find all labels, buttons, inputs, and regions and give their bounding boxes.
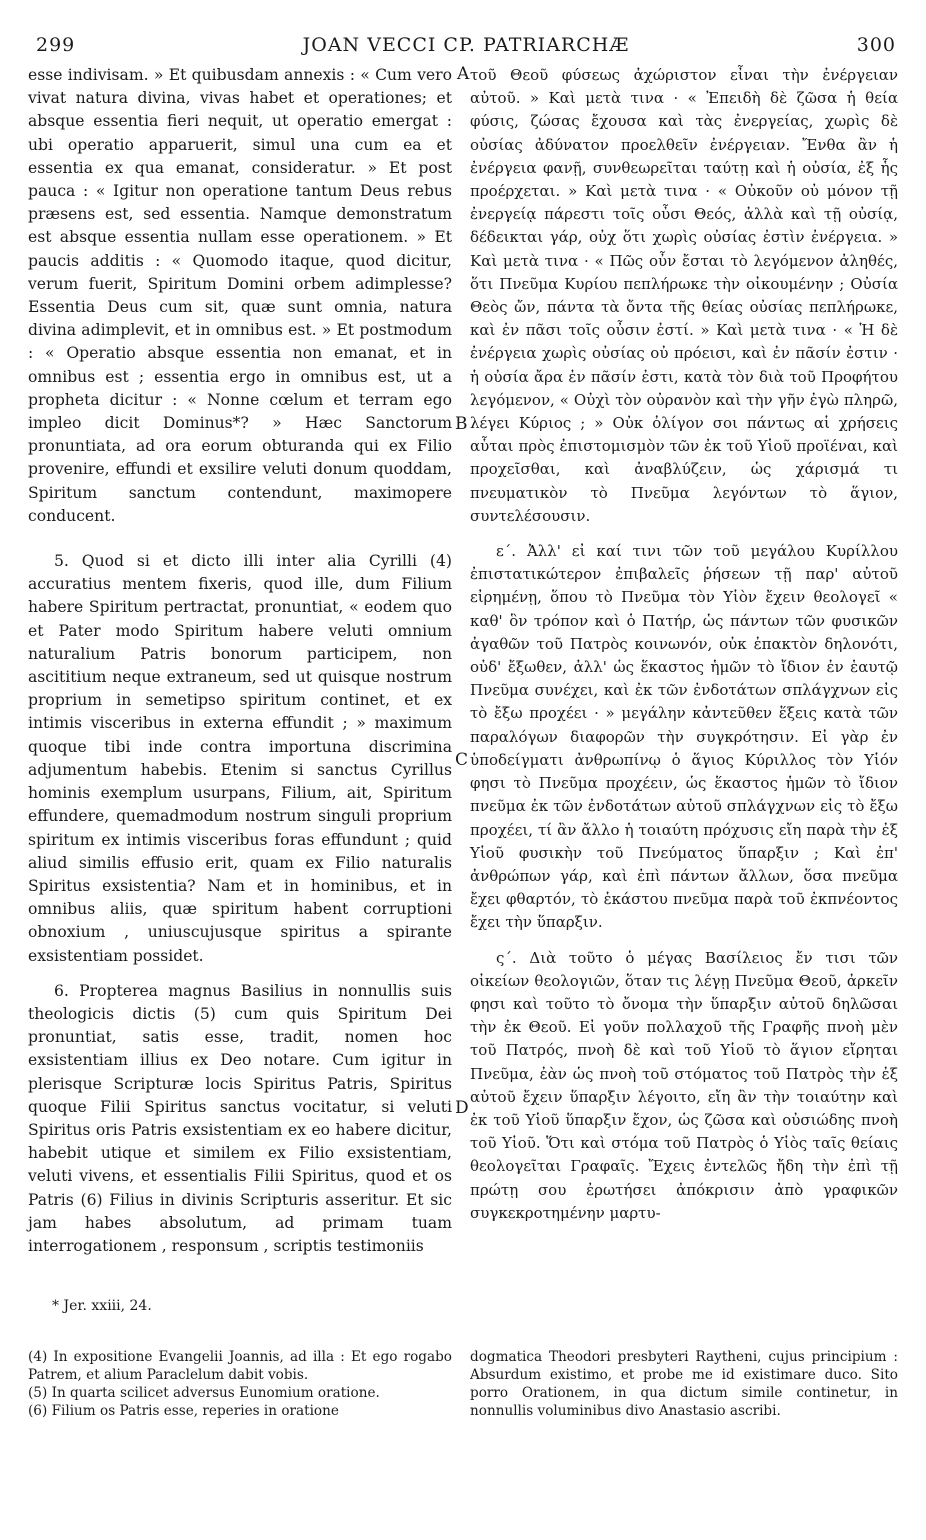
running-title: JOAN VECCI CP. PATRIARCHÆ xyxy=(302,34,630,56)
footnote-4: (4) In expositione Evangelii Joannis, ad illa : Et ego rogabo Patrem, et alium Paraclelum dabit vobis. xyxy=(28,1349,452,1383)
footnote-6-continued: dogmatica Theodori presbyteri Raytheni, cujus principium : Absurdum existimo, et probe me id existimare duco. Sito porro Orationem, in qua dictum simile continetur, in nonnullis voluminibus divo Anastasio ascribi. xyxy=(470,1349,898,1419)
margin-marker-d: D xyxy=(455,1098,469,1118)
margin-marker-b: B xyxy=(455,414,468,434)
footnote-6: (6) Filium os Patris esse, reperies in oratione xyxy=(28,1403,339,1419)
page-number-left: 299 xyxy=(36,34,76,56)
footnote-5: (5) In quarta scilicet adversus Eunomium oratione. xyxy=(28,1385,380,1401)
latin-paragraph-5: 5. Quod si et dicto illi inter alia Cyrilli (4) accuratius mentem fixeris, quod ille, dum Filium habere Spiritum pertractat, pronuntiat, « eodem quo et Pater modo Spiritum habere veluti omnium naturalium Patris bonorum participem, non ascititium neque extraneum, sed ut quisque nostrum proprium in semetipso spiritum continet, et ex intimis visceribus in externa effundit ; » maximum quoque tibi inde contra importuna discrimina adjumentum habebis. Etenim si sanctus Cyrillus hominis exemplum usurpans, Filium, ait, Spiritum effundere, quemadmodum nostrum singuli proprium spiritum ex intimis visceribus foras effundunt ; quid aliud similis effusio erit, quam ex Filio naturalis Spiritus exsistentia? Nam et in hominibus, et in omnibus aliis, quæ spiritum habent corruptioni obnoxium , uniuscujusque spiritus a spirante exsistentiam possidet. xyxy=(28,552,452,965)
greek-paragraph-6: ς΄. Διὰ τοῦτο ὁ μέγας Βασίλειος ἔν τισι τῶν οἰκείων θεολογιῶν, ὅταν τις λέγῃ Πνεῦμα Θεοῦ, ἀρκεῖν φησι καὶ τοῦτο τὸ ὄνομα τὴν ὕπαρξιν αὐτοῦ δηλῶσαι τὴν ἐκ Θεοῦ. Εἰ γοῦν πολλαχοῦ τῆς Γραφῆς πνοὴ μὲν τοῦ Πατρός, πνοὴ δὲ καὶ τοῦ Υἱοῦ τὸ ἅγιον εἴρηται Πνεῦμα, ἐὰν ὡς πνοὴ τοῦ στόματος τοῦ Πατρὸς τὴν ἐξ αὐτοῦ ἔχειν ὕπαρξιν λέγοιτο, εἴη ἂν τὴν τοιαύτην καὶ ἐκ τοῦ Υἱοῦ ὕπαρξιν ἔχον, ὡς ζῶσα καὶ οὐσιώδης πνοὴ τοῦ Υἱοῦ. Ὅτι καὶ στόμα τοῦ Πατρὸς ὁ Υἱὸς ταῖς θείαις θεολογεῖται Γραφαῖς. Ἔχεις ἐντελῶς ἤδη τὴν ἐπὶ τῇ πρώτῃ σου ἐρωτήσει ἀπόκρισιν ἀπὸ γραφικῶν συγκεκροτημένην μαρτυ- xyxy=(470,948,898,1222)
greek-paragraph-5: ε΄. Ἀλλ' εἰ καί τινι τῶν τοῦ μεγάλου Κυρίλλου ἐπιστατικώτερον ἐπιβαλεῖς ῥήσεων τῇ παρ' αὐτοῦ εἰρημένῃ, ὅπου τὸ Πνεῦμα τὸν Υἱὸν ἔχειν θεολογεῖ « καθ' ὃν τρόπον καὶ ὁ Πατήρ, ὡς πάντων τῶν φυσικῶν ἀγαθῶν τοῦ Πατρὸς κοινωνόν, οὐκ ἐπακτὸν δηλονότι, οὐδ' ἔξωθεν, ἀλλ' ὡς ἕκαστος ἡμῶν τὸ ἴδιον ἐν ἑαυτῷ Πνεῦμα συνέχει, καὶ ἐκ τῶν ἐνδοτάτων σπλάγχνων εἰς τὸ ἔξω προχέει · » μεγάλην κἀντεῦθεν ἕξεις κατὰ τῶν παραλόγων διαφορῶν τὴν συγκρότησιν. Εἰ γὰρ ἐν ὑποδείγματι ἀνθρωπίνῳ ὁ ἅγιος Κύριλλος τὸν Υἱόν φησι τὸ Πνεῦμα προχέειν, ὡς ἕκαστος ἡμῶν τὸ ἴδιον πνεῦμα ἐκ τῶν ἐνδοτάτων αὐτοῦ σπλάγχνων εἰς τὸ ἔξω προχέει, τί ἂν ἄλλο ἡ τοιαύτη πρόχυσις εἴη παρὰ τὴν ἐξ Υἱοῦ φυσικὴν τοῦ Πνεύματος ὕπαρξιν ; Καὶ ἐπ' ἀνθρώπων γάρ, καὶ ἐπὶ πάντων ἄλλων, ὅσα πνεῦμα ἔχει φθαρτόν, τὸ ἑκάστου πνεῦμα παρὰ τοῦ ἐκπνέοντος ἔχει τὴν ὕπαρξιν. xyxy=(470,542,898,932)
latin-paragraph-6: 6. Propterea magnus Basilius in nonnullis suis theologicis dictis (5) cum quis Spiritum Dei pronuntiat, satis esse, tradit, nomen hoc exsistentiam illius ex Deo notare. Cum igitur in plerisque Scripturæ locis Spiritus Patris, Spiritus quoque Filii Spiritus sanctus vocitatur, si veluti Spiritus oris Patris exsistentiam ex eo habere dicitur, habebit utique et similem ex Filio exsistentiam, veluti vivens, et essentialis Filii Spiritus, quod et os Patris (6) Filius in divinis Scripturis asseritur. Et sic jam habes absolutum, ad primam tuam interrogationem , responsum , scriptis testimoniis xyxy=(28,981,452,1255)
scripture-reference-note: * Jer. xxiii, 24. xyxy=(52,1298,152,1314)
footnotes-right xyxy=(470,1348,898,1420)
margin-marker-a: A xyxy=(457,64,470,84)
latin-paragraph-1: esse indivisam. » Et quibusdam annexis : « Cum vero vivat natura divina, vivas habet et operationes; et absque essentia fieri nequit, ut operatio emergat : ubi operatio apparuerit, simul una cum ea et essentia ex qua emanat, consideratur. » Et post pauca : « Igitur non operatione tantum Deus rebus præsens est, sed essentia. Namque demonstratum est absque essentia nullam esse operationem. » Et paucis additis : « Quomodo itaque, quod dicitur, verum fuerit, Spiritum Domini orbem adimplesse? Essentia Deus cum sit, quæ sunt omnia, natura divina adimplevit, et in omnibus est. » Et postmodum : « Operatio absque essentia non emanat, et in omnibus est ; essentia ergo in omnibus est, ut a propheta dicitur : « Nonne cœlum et terram ego impleo dicit Dominus*? » Hæc Sanctorum pronuntiata, ad ora eorum obturanda qui ex Filio provenire, effundi et exsilire veluti donum quoddam, Spiritum sanctum contendunt, maximopere conducent. xyxy=(28,66,452,525)
latin-column xyxy=(28,64,452,1258)
page-number-right: 300 xyxy=(856,34,896,56)
margin-marker-c: C xyxy=(455,750,469,770)
footnotes-left xyxy=(28,1348,452,1420)
footnote-separator xyxy=(28,1326,898,1327)
greek-column xyxy=(470,64,898,1225)
greek-paragraph-1: τοῦ Θεοῦ φύσεως ἀχώριστον εἶναι τὴν ἐνέργειαν αὐτοῦ. » Καὶ μετὰ τινα · « Ἐπειδὴ δὲ ζῶσα ἡ θεία φύσις, ζώσας ἔχουσα καὶ τὰς ἐνεργείας, χωρὶς δὲ οὐσίας ἀδύνατον προελθεῖν ἐνέργειαν. Ἔνθα ἂν ἡ ἐνέργεια φανῇ, συνθεωρεῖται ταύτῃ καὶ ἡ οὐσία, ἐξ ἧς προέρχεται. » Καὶ μετὰ τινα · « Οὐκοῦν οὐ μόνον τῇ ἐνεργείᾳ πάρεστι τοῖς οὖσι Θεός, ἀλλὰ καὶ τῇ οὐσίᾳ, δέδεικται γάρ, οὐχ ὅτι χωρὶς οὐσίας ἐστὶν ἐνέργεια. » Καὶ μετὰ τινα · « Πῶς οὖν ἔσται τὸ λεγόμενον ἀληθές, ὅτι Πνεῦμα Κυρίου πεπλήρωκε τὴν οἰκουμένην ; Οὐσία Θεὸς ὤν, πάντα τὰ ὄντα τῆς θείας οὐσίας πεπλήρωκε, καὶ ἐν πᾶσι τοῖς οὖσιν ἐστί. » Καὶ μετὰ τινα · « Ἡ δὲ ἐνέργεια χωρὶς οὐσίας οὐ πρόεισι, καὶ ἐν πᾶσίν ἐστιν · ἡ οὐσία ἄρα ἐν πᾶσίν ἐστι, κατὰ τὸν διὰ τοῦ Προφήτου λεγόμενον, « Οὐχὶ τὸν οὐρανὸν καὶ τὴν γῆν ἐγὼ πληρῶ, λέγει Κύριος ; » Οὐκ ὀλίγον σοι πάντως αἱ χρήσεις αὗται πρὸς ἐπιστομισμὸν τῶν ἐκ τοῦ Υἱοῦ προϊέναι, καὶ προχεῖσθαι, καὶ ἀναβλύζειν, ὡς χάρισμά τι πνευματικὸν τὸ Πνεῦμα λεγόντων τὸ ἅγιον, συντελέσουσιν. xyxy=(470,66,898,525)
running-header xyxy=(36,34,896,62)
